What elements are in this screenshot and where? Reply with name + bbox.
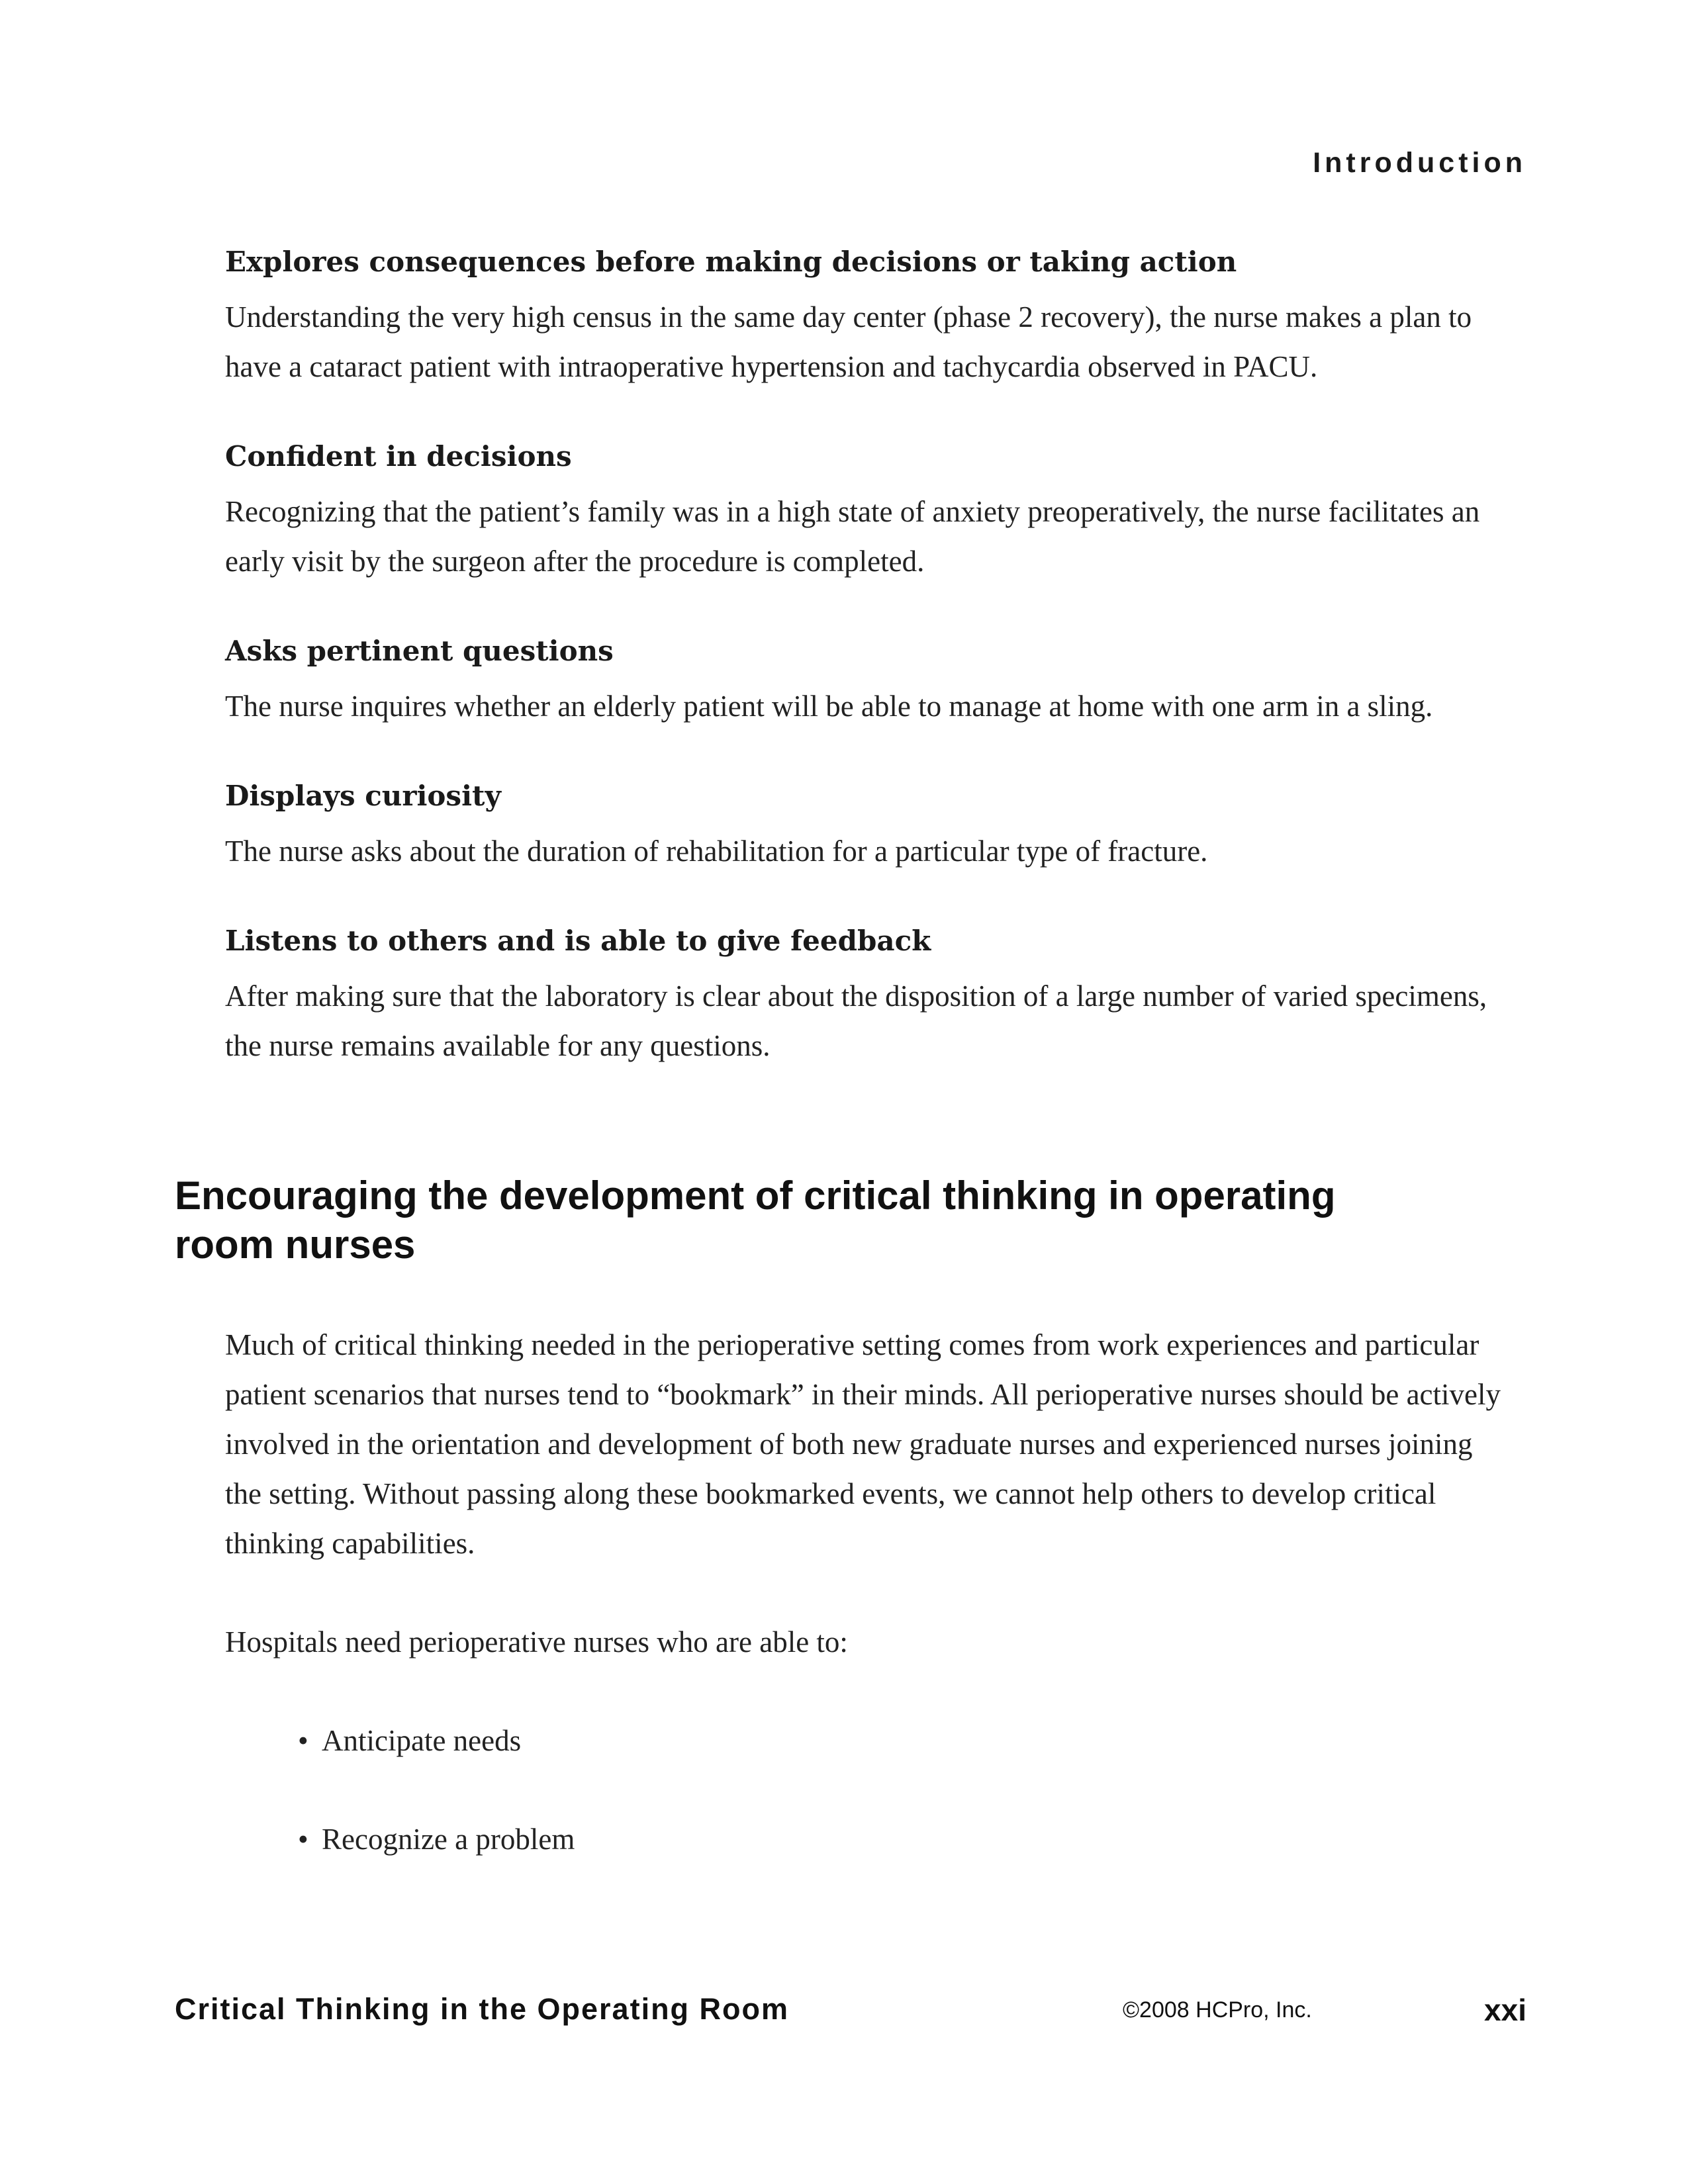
example-item [225,633,1516,731]
example-heading: Explores consequences before making decisions or taking action [225,246,1237,278]
example-heading: Asks pertinent questions [225,635,614,667]
body-paragraph: Hospitals need perioperative nurses who are able to: [225,1625,848,1659]
bullet-icon: • [298,1823,308,1856]
example-body: The nurse asks about the duration of rehabilitation for a particular type of fracture. [225,835,1208,868]
example-item [225,244,1516,392]
bullet-text: Anticipate needs [322,1724,522,1757]
example-body: Understanding the very high census in the same day center (phase 2 recovery), the nurse makes a plan to have a cataract patient with intraoperative hypertension and tachycardia observed in PACU. [225,300,1472,383]
page-footer [175,1992,1526,2038]
footer-book-title: Critical Thinking in the Operating Room [175,1992,790,2026]
examples-list [225,244,1516,1117]
body-paragraph: Much of critical thinking needed in the perioperative setting comes from work experiences and particular patient scenarios that nurses tend to “bookmark” in their minds. All perioperative nurses should be actively involved in the orientation and development of both new graduate nurses and experienced nurses joining the setting. Without passing along these bookmarked events, we cannot help others to develop critical thinking capabilities. [225,1328,1501,1560]
example-body: Recognizing that the patient’s family was in a high state of anxiety preoperatively, the nurse facilitates an early visit by the surgeon after the procedure is completed. [225,495,1480,578]
section-body [225,1320,1516,1913]
footer-page-number: xxi [1484,1993,1526,2027]
example-heading: Confident in decisions [225,440,572,473]
example-body: The nurse inquires whether an elderly patient will be able to manage at home with one arm in a sling. [225,690,1433,723]
running-head-section: Introduction [1313,147,1526,179]
example-item [225,923,1516,1071]
bullet-list [225,1716,1516,1864]
section-heading: Encouraging the development of critical thinking in operating room nurses [175,1173,1336,1267]
bullet-item [298,1716,1516,1766]
example-item [225,778,1516,876]
example-body: After making sure that the laboratory is clear about the disposition of a large number of varied specimens, the nurse remains available for any questions. [225,979,1487,1062]
example-heading: Listens to others and is able to give feedback [225,925,931,957]
bullet-item [298,1815,1516,1864]
footer-copyright: ©2008 HCPro, Inc. [1123,1997,1312,2023]
bullet-icon: • [298,1724,308,1757]
example-heading: Displays curiosity [225,780,501,812]
bullet-text: Recognize a problem [322,1823,575,1856]
example-item [225,438,1516,586]
